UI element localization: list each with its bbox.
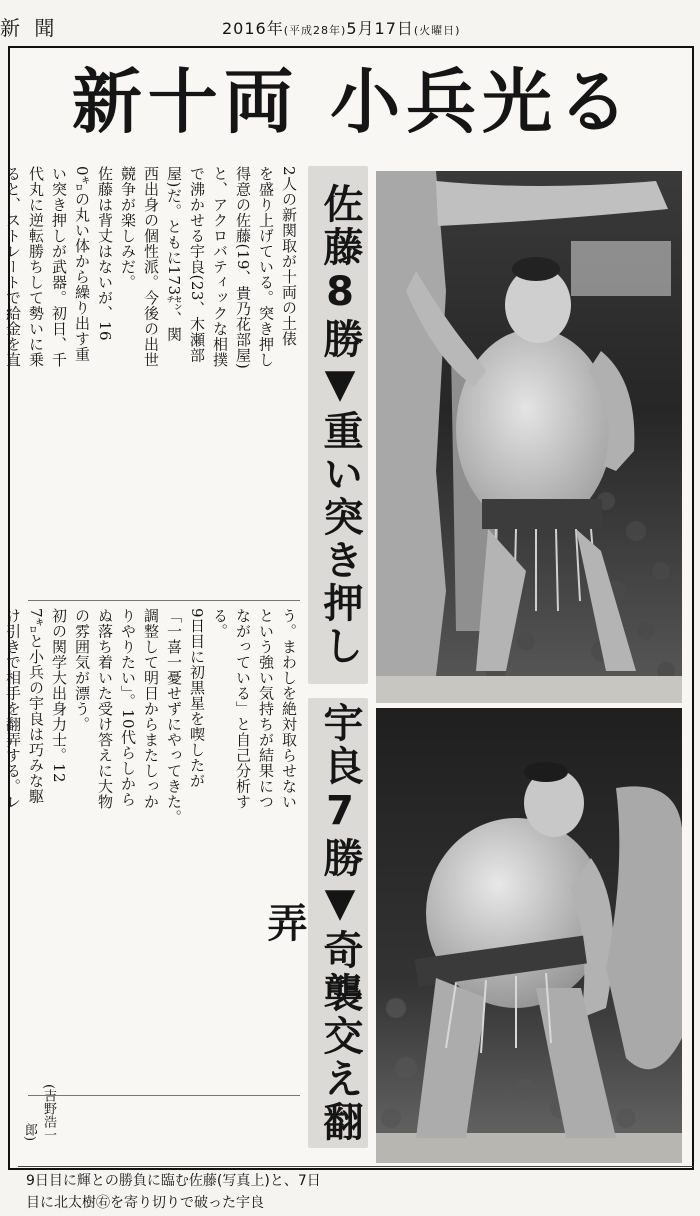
- body-line: 競争が楽しみだ。: [119, 166, 137, 290]
- body-line: りやりたい」。10代らしから: [119, 608, 137, 807]
- date-day: 5月17日: [346, 19, 414, 38]
- article-body-tier-2: [4, 608, 300, 1073]
- photo-caption: [18, 1166, 694, 1216]
- body-line: と、アクロバティックな相撲: [211, 166, 229, 368]
- body-line: 佐藤は背丈はないが、16: [96, 166, 114, 342]
- caption-line-2: 目に北太樹㊨を寄り切りで破った宇良: [26, 1195, 264, 1211]
- body-line: [0, 608, 1, 1073]
- subhead-ura: 宇良7勝▼奇襲交え翻弄: [308, 698, 368, 1148]
- photo-ura: [376, 708, 682, 1163]
- body-line: という強い気持ちが結果につ: [257, 608, 275, 810]
- body-line: ぬ落ち着いた受け答えに大物: [96, 608, 114, 810]
- body-line: ながっている」と自己分析す: [234, 608, 252, 810]
- body-line: け引きで相手を翻弄する。レ: [4, 608, 22, 810]
- body-line: 西出身の個性派。今後の出世: [142, 166, 160, 368]
- body-line: 0㌔の丸い体から繰り出す重: [73, 166, 91, 363]
- photo-ura-image: [376, 708, 682, 1163]
- page-header: [0, 0, 700, 46]
- photo-sato-image: [376, 171, 682, 703]
- body-line: う。まわしを絶対取らせない: [280, 608, 298, 810]
- article-headline: 新十両 小兵光る: [71, 61, 635, 143]
- column-divider: [28, 1095, 300, 1096]
- column-divider: [28, 600, 300, 601]
- body-line: の雰囲気が漂う。: [73, 608, 91, 732]
- date-year: 2016年: [222, 19, 284, 38]
- date-era: (平成28年): [283, 24, 347, 37]
- date-weekday: (火曜日): [413, 24, 461, 37]
- body-line: る。: [211, 608, 229, 639]
- photo-sato: [376, 171, 682, 703]
- subhead-sato: 佐藤8勝▼重い突き押し: [308, 166, 368, 684]
- body-line: 初の関学大出身力士。12: [50, 608, 68, 784]
- article-body-tier-1: [4, 166, 300, 466]
- body-line: ると、ストレートで給金を直: [4, 166, 22, 368]
- body-line: 代丸に逆転勝ちして勢いに乗: [27, 166, 45, 368]
- byline: (吉野浩一郎): [22, 1083, 56, 1141]
- body-line: 7㌔と小兵の宇良は巧みな駆: [27, 608, 45, 805]
- article-frame: [4, 46, 694, 1211]
- body-line: 「一喜一憂せずにやってきた。: [165, 608, 183, 825]
- dateline: [222, 16, 460, 39]
- body-line: い突き押しが武器。初日、千: [50, 166, 68, 368]
- body-line: 調整して明日からまたしっか: [142, 608, 160, 810]
- caption-line-1: 9日目に輝との勝負に臨む佐藤(写真上)と、7日: [26, 1173, 321, 1189]
- body-line: 2人の新関取が十両の土俵: [280, 166, 298, 347]
- body-line: を盛り上げている。突き押し: [257, 166, 275, 368]
- body-line: 得意の佐藤(19、貴乃花部屋): [234, 166, 252, 370]
- body-line: [0, 166, 1, 466]
- body-line: で沸かせる宇良(23、木瀬部: [188, 166, 206, 363]
- body-line: 屋)だ。ともに173㌢、関: [165, 166, 183, 342]
- newspaper-masthead: 新 聞: [0, 16, 59, 40]
- body-line: 9日目に初黒星を喫したが: [188, 608, 206, 789]
